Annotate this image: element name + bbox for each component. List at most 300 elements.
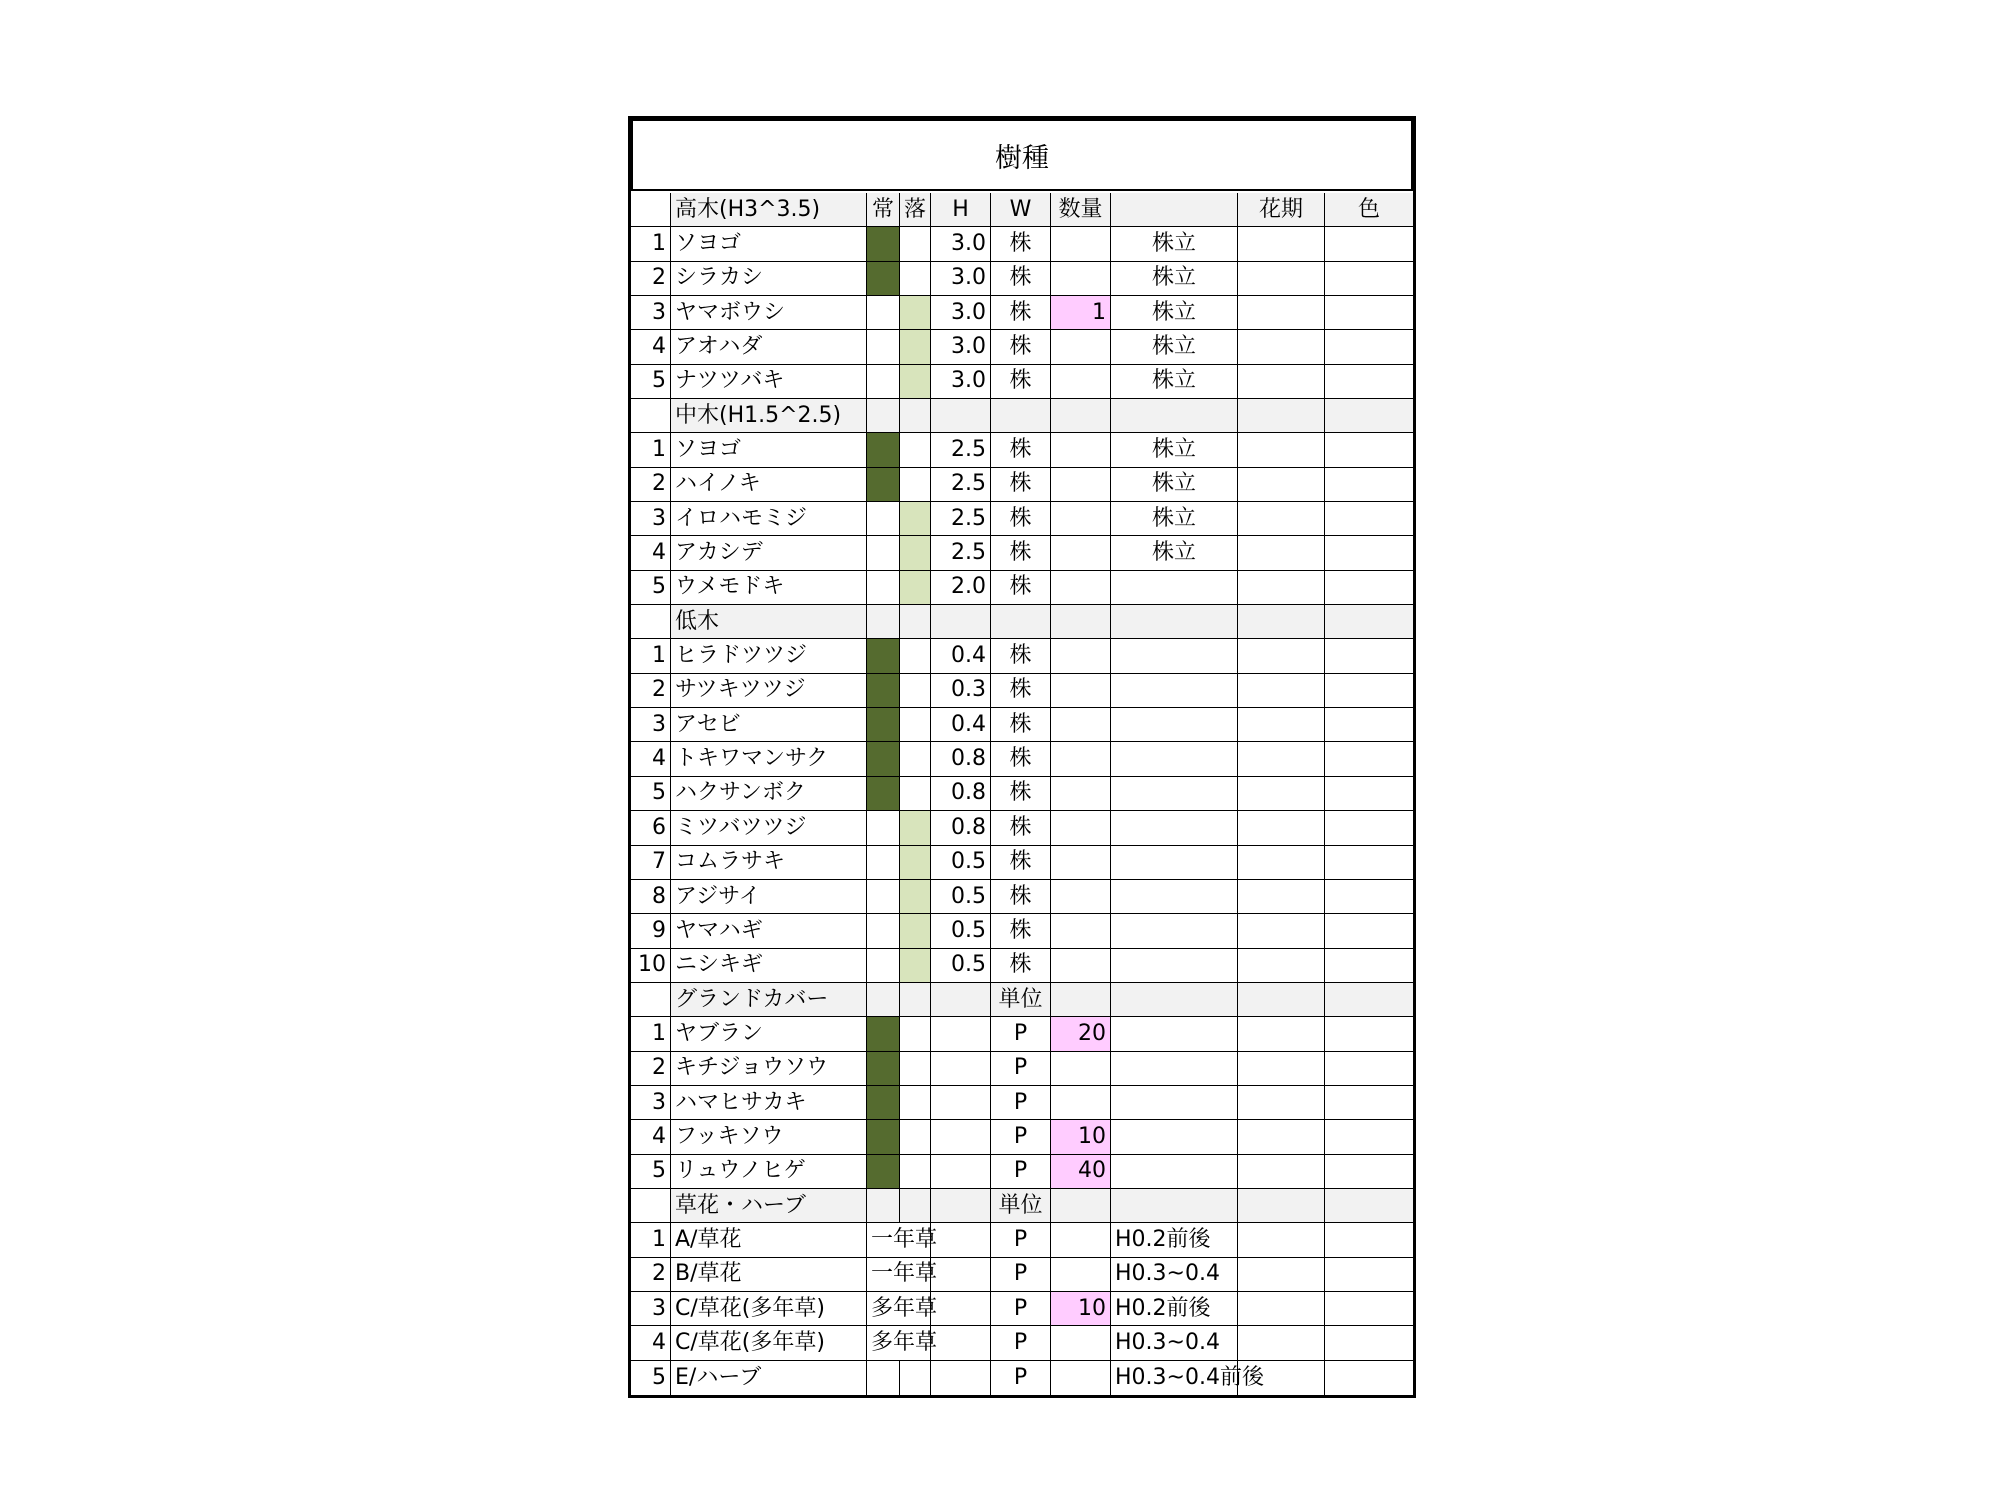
flowering-cell [1238,399,1325,433]
note-cell: 株立 [1111,468,1238,502]
header-cell: 高木(H3^3.5) [671,193,867,227]
flowering-cell [1238,846,1325,880]
quantity-cell [1051,639,1111,673]
species-name-cell: ハクサンボク [671,777,867,811]
tree-species-sheet [628,116,1416,1398]
height-cell [931,1086,991,1120]
row-number-cell: 3 [631,502,671,536]
quantity-cell: 20 [1051,1017,1111,1051]
flowering-cell [1238,983,1325,1017]
unit-cell [991,605,1051,639]
deciduous-cell [900,880,931,914]
quantity-cell [1051,399,1111,433]
quantity-cell [1051,674,1111,708]
evergreen-cell [867,502,900,536]
height-cell: 0.8 [931,742,991,776]
height-cell [931,1155,991,1189]
unit-cell: P [991,1326,1051,1360]
color-cell [1325,846,1413,880]
unit-cell: 株 [991,365,1051,399]
row-number-cell: 5 [631,777,671,811]
quantity-cell [1051,811,1111,845]
color-cell [1325,1155,1413,1189]
note-cell [1111,571,1238,605]
species-name-cell: アジサイ [671,880,867,914]
deciduous-cell [900,742,931,776]
row-number-cell: 1 [631,1017,671,1051]
height-cell: 0.3 [931,674,991,708]
row-number-cell: 7 [631,846,671,880]
unit-cell: 単位 [991,983,1051,1017]
deciduous-cell [900,605,931,639]
quantity-cell: 40 [1051,1155,1111,1189]
color-cell [1325,571,1413,605]
deciduous-cell [900,708,931,742]
species-name-cell: A/草花 [671,1223,867,1257]
unit-cell: 株 [991,468,1051,502]
unit-cell: 株 [991,880,1051,914]
unit-cell: P [991,1155,1051,1189]
height-cell [931,1223,991,1257]
species-name-cell: アセビ [671,708,867,742]
color-cell [1325,296,1413,330]
height-cell [931,1326,991,1360]
quantity-cell [1051,330,1111,364]
color-cell [1325,1017,1413,1051]
species-name-cell: C/草花(多年草) [671,1292,867,1326]
species-name-cell: ハマヒサカキ [671,1086,867,1120]
note-cell: 株立 [1111,262,1238,296]
unit-cell: 株 [991,639,1051,673]
flowering-cell [1238,536,1325,570]
height-cell: 0.4 [931,639,991,673]
unit-cell: P [991,1017,1051,1051]
row-number-cell: 3 [631,1086,671,1120]
evergreen-cell [867,846,900,880]
flowering-cell [1238,674,1325,708]
flowering-cell [1238,330,1325,364]
color-cell [1325,262,1413,296]
unit-cell: 株 [991,502,1051,536]
flowering-cell [1238,1155,1325,1189]
unit-cell: 株 [991,330,1051,364]
unit-cell: P [991,1361,1051,1395]
flowering-cell [1238,914,1325,948]
height-cell: 3.0 [931,330,991,364]
note-cell [1111,1086,1238,1120]
evergreen-cell [867,1189,900,1223]
height-cell: 0.8 [931,777,991,811]
row-number-cell [631,1189,671,1223]
height-cell: 3.0 [931,262,991,296]
deciduous-cell [900,846,931,880]
color-cell [1325,399,1413,433]
species-name-cell: コムラサキ [671,846,867,880]
note-cell [1111,605,1238,639]
height-cell [931,605,991,639]
row-number-cell: 3 [631,296,671,330]
note-cell [1111,846,1238,880]
evergreen-cell [867,227,900,261]
species-name-cell: ヒラドツツジ [671,639,867,673]
header-cell [631,193,671,227]
quantity-cell [1051,468,1111,502]
unit-cell: P [991,1223,1051,1257]
evergreen-cell [867,983,900,1017]
evergreen-cell [867,605,900,639]
row-number-cell: 4 [631,742,671,776]
row-number-cell: 4 [631,330,671,364]
note-cell [1111,880,1238,914]
deciduous-cell [900,1120,931,1154]
flowering-cell [1238,468,1325,502]
unit-cell: 株 [991,433,1051,467]
note-cell [1111,1120,1238,1154]
note-cell [1111,639,1238,673]
species-name-cell: イロハモミジ [671,502,867,536]
row-number-cell: 2 [631,1052,671,1086]
height-cell: 0.4 [931,708,991,742]
note-cell: H0.2前後 [1111,1292,1238,1326]
height-cell [931,983,991,1017]
evergreen-cell [867,571,900,605]
species-name-cell: サツキツツジ [671,674,867,708]
header-cell: 数量 [1051,193,1111,227]
flowering-cell [1238,502,1325,536]
height-cell [931,399,991,433]
note-cell [1111,777,1238,811]
row-number-cell: 4 [631,536,671,570]
species-name-cell: ヤマボウシ [671,296,867,330]
quantity-cell [1051,262,1111,296]
row-number-cell: 10 [631,949,671,983]
color-cell [1325,227,1413,261]
plant-kind-cell: 多年草 [867,1326,931,1360]
flowering-cell [1238,1086,1325,1120]
note-cell [1111,811,1238,845]
flowering-cell [1238,1292,1325,1326]
species-name-cell: フッキソウ [671,1120,867,1154]
note-cell [1111,1017,1238,1051]
quantity-cell: 10 [1051,1292,1111,1326]
quantity-cell [1051,365,1111,399]
species-name-cell: トキワマンサク [671,742,867,776]
color-cell [1325,536,1413,570]
deciduous-cell [900,433,931,467]
species-name-cell: E/ハーブ [671,1361,867,1395]
note-cell: 株立 [1111,365,1238,399]
deciduous-cell [900,330,931,364]
quantity-cell [1051,742,1111,776]
flowering-cell [1238,1326,1325,1360]
height-cell: 3.0 [931,365,991,399]
header-cell: H [931,193,991,227]
section-title: グランドカバー [671,983,867,1017]
flowering-cell [1238,880,1325,914]
row-number-cell: 4 [631,1326,671,1360]
color-cell [1325,1086,1413,1120]
height-cell: 2.0 [931,571,991,605]
note-cell: H0.3~0.4 [1111,1326,1238,1360]
quantity-cell [1051,1326,1111,1360]
note-cell [1111,1189,1238,1223]
color-cell [1325,1223,1413,1257]
evergreen-cell [867,1155,900,1189]
quantity-cell [1051,708,1111,742]
evergreen-cell [867,1052,900,1086]
evergreen-cell [867,742,900,776]
evergreen-cell [867,880,900,914]
height-cell [931,1292,991,1326]
deciduous-cell [900,1017,931,1051]
color-cell [1325,1258,1413,1292]
quantity-cell [1051,983,1111,1017]
plant-kind-cell: 多年草 [867,1292,931,1326]
flowering-cell [1238,1189,1325,1223]
header-cell [1111,193,1238,227]
unit-cell: 株 [991,708,1051,742]
row-number-cell: 2 [631,1258,671,1292]
flowering-cell [1238,708,1325,742]
species-name-cell: ウメモドキ [671,571,867,605]
deciduous-cell [900,262,931,296]
header-cell: W [991,193,1051,227]
quantity-cell: 1 [1051,296,1111,330]
evergreen-cell [867,536,900,570]
quantity-cell [1051,536,1111,570]
height-cell: 3.0 [931,227,991,261]
color-cell [1325,811,1413,845]
note-cell [1111,949,1238,983]
unit-cell [991,399,1051,433]
quantity-cell [1051,914,1111,948]
height-cell: 0.8 [931,811,991,845]
row-number-cell [631,605,671,639]
color-cell [1325,468,1413,502]
quantity-cell [1051,227,1111,261]
color-cell [1325,502,1413,536]
color-cell [1325,983,1413,1017]
height-cell [931,1258,991,1292]
quantity-cell [1051,846,1111,880]
flowering-cell [1238,1361,1325,1395]
height-cell [931,1361,991,1395]
flowering-cell [1238,811,1325,845]
evergreen-cell [867,914,900,948]
flowering-cell [1238,227,1325,261]
species-name-cell: ハイノキ [671,468,867,502]
height-cell [931,1017,991,1051]
color-cell [1325,708,1413,742]
color-cell [1325,605,1413,639]
note-cell: 株立 [1111,433,1238,467]
species-name-cell: C/草花(多年草) [671,1326,867,1360]
evergreen-cell [867,1086,900,1120]
color-cell [1325,742,1413,776]
color-cell [1325,1326,1413,1360]
quantity-cell [1051,1361,1111,1395]
evergreen-cell [867,330,900,364]
deciduous-cell [900,399,931,433]
row-number-cell [631,983,671,1017]
header-cell: 花期 [1238,193,1325,227]
quantity-cell [1051,1189,1111,1223]
color-cell [1325,639,1413,673]
unit-cell: 株 [991,742,1051,776]
evergreen-cell [867,777,900,811]
species-name-cell: アオハダ [671,330,867,364]
row-number-cell: 2 [631,262,671,296]
quantity-cell [1051,571,1111,605]
row-number-cell: 1 [631,1223,671,1257]
note-cell [1111,674,1238,708]
deciduous-cell [900,949,931,983]
species-name-cell: ヤマハギ [671,914,867,948]
height-cell: 0.5 [931,846,991,880]
species-name-cell: ナツツバキ [671,365,867,399]
unit-cell: 株 [991,949,1051,983]
row-number-cell: 1 [631,227,671,261]
unit-cell: 株 [991,674,1051,708]
species-table [631,193,1413,1395]
row-number-cell: 4 [631,1120,671,1154]
flowering-cell [1238,296,1325,330]
note-cell: 株立 [1111,536,1238,570]
deciduous-cell [900,536,931,570]
note-cell [1111,1052,1238,1086]
note-cell [1111,1155,1238,1189]
flowering-cell [1238,639,1325,673]
evergreen-cell [867,262,900,296]
quantity-cell [1051,1052,1111,1086]
deciduous-cell [900,914,931,948]
unit-cell: 単位 [991,1189,1051,1223]
plant-kind-cell: 一年草 [867,1258,931,1292]
row-number-cell: 9 [631,914,671,948]
unit-cell: 株 [991,296,1051,330]
unit-cell: P [991,1052,1051,1086]
height-cell: 0.5 [931,914,991,948]
flowering-cell [1238,571,1325,605]
deciduous-cell [900,811,931,845]
height-cell [931,1189,991,1223]
plant-kind-cell: 一年草 [867,1223,931,1257]
evergreen-cell [867,399,900,433]
flowering-cell [1238,1120,1325,1154]
evergreen-cell [867,708,900,742]
flowering-cell [1238,1017,1325,1051]
evergreen-cell [867,811,900,845]
note-cell [1111,983,1238,1017]
note-cell [1111,742,1238,776]
flowering-cell [1238,742,1325,776]
flowering-cell [1238,605,1325,639]
section-title: 中木(H1.5^2.5) [671,399,867,433]
quantity-cell [1051,1223,1111,1257]
note-cell [1111,708,1238,742]
deciduous-cell [900,1086,931,1120]
flowering-cell [1238,433,1325,467]
species-name-cell: キチジョウソウ [671,1052,867,1086]
row-number-cell: 6 [631,811,671,845]
header-cell: 色 [1325,193,1413,227]
evergreen-cell [867,639,900,673]
color-cell [1325,1189,1413,1223]
quantity-cell [1051,1086,1111,1120]
quantity-cell [1051,605,1111,639]
row-number-cell: 3 [631,1292,671,1326]
species-name-cell: ヤブラン [671,1017,867,1051]
row-number-cell [631,399,671,433]
row-number-cell: 5 [631,365,671,399]
flowering-cell [1238,1258,1325,1292]
row-number-cell: 5 [631,1361,671,1395]
quantity-cell [1051,1258,1111,1292]
quantity-cell: 10 [1051,1120,1111,1154]
row-number-cell: 3 [631,708,671,742]
color-cell [1325,1292,1413,1326]
deciduous-cell [900,639,931,673]
unit-cell: P [991,1120,1051,1154]
deciduous-cell [900,983,931,1017]
color-cell [1325,914,1413,948]
color-cell [1325,1052,1413,1086]
evergreen-cell [867,674,900,708]
color-cell [1325,330,1413,364]
note-cell: H0.3~0.4前後 [1111,1361,1238,1395]
unit-cell: 株 [991,227,1051,261]
height-cell: 3.0 [931,296,991,330]
deciduous-cell [900,1052,931,1086]
deciduous-cell [900,468,931,502]
row-number-cell: 2 [631,468,671,502]
species-name-cell: ソヨゴ [671,227,867,261]
flowering-cell [1238,262,1325,296]
unit-cell: P [991,1086,1051,1120]
height-cell: 2.5 [931,536,991,570]
note-cell: 株立 [1111,227,1238,261]
deciduous-cell [900,1361,931,1395]
evergreen-cell [867,949,900,983]
species-name-cell: B/草花 [671,1258,867,1292]
flowering-cell [1238,1052,1325,1086]
species-name-cell: リュウノヒゲ [671,1155,867,1189]
unit-cell: 株 [991,777,1051,811]
note-cell: H0.3~0.4 [1111,1258,1238,1292]
row-number-cell: 5 [631,1155,671,1189]
quantity-cell [1051,502,1111,536]
color-cell [1325,1361,1413,1395]
row-number-cell: 8 [631,880,671,914]
header-cell: 落 [900,193,931,227]
color-cell [1325,365,1413,399]
species-name-cell: ソヨゴ [671,433,867,467]
color-cell [1325,777,1413,811]
evergreen-cell [867,468,900,502]
quantity-cell [1051,433,1111,467]
height-cell [931,1120,991,1154]
note-cell: 株立 [1111,296,1238,330]
section-title: 低木 [671,605,867,639]
note-cell: 株立 [1111,502,1238,536]
sheet-title: 樹種 [631,119,1413,191]
unit-cell: 株 [991,536,1051,570]
deciduous-cell [900,571,931,605]
height-cell: 2.5 [931,433,991,467]
height-cell: 0.5 [931,880,991,914]
header-cell: 常 [867,193,900,227]
unit-cell: 株 [991,811,1051,845]
